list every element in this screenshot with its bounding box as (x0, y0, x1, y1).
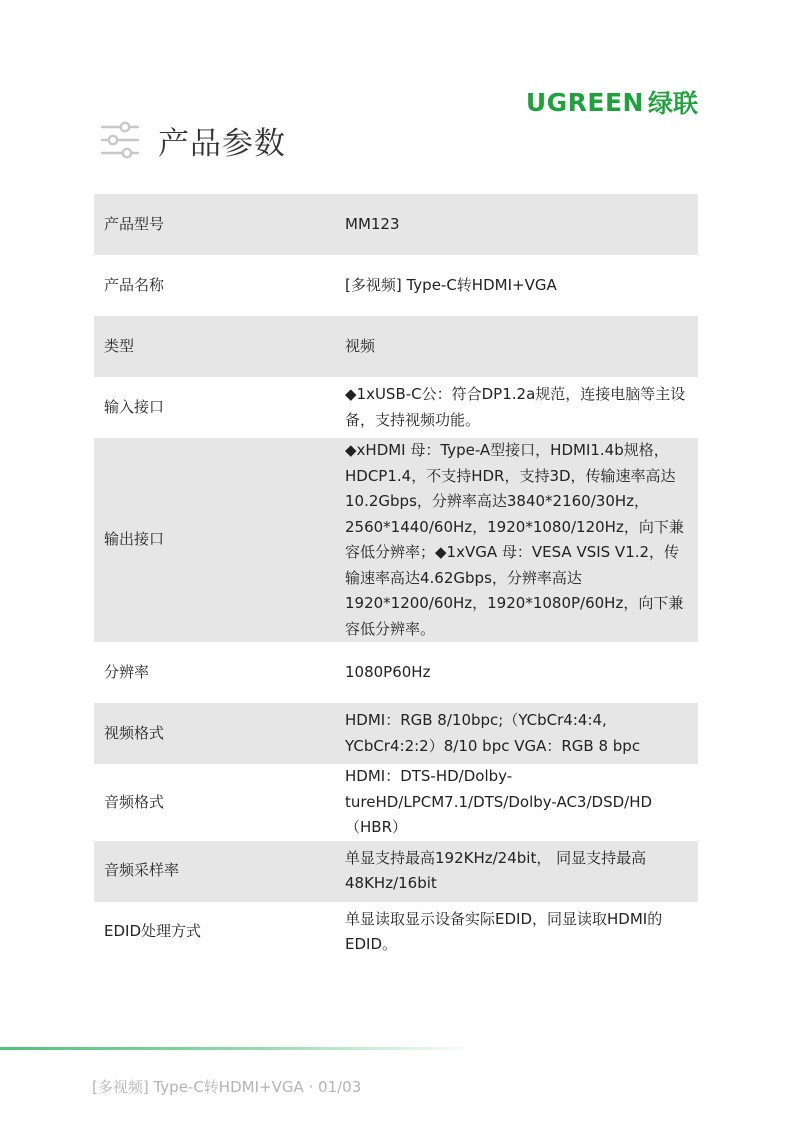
spec-key: 输出接口 (94, 438, 335, 642)
spec-row (94, 764, 698, 841)
spec-value: 单显支持最高192KHz/24bit， 同显支持最高48KHz/16bit (335, 841, 698, 902)
logo-cjk: 绿联 (647, 89, 698, 118)
spec-key: 视频格式 (94, 703, 335, 764)
spec-row (94, 841, 698, 902)
spec-value: 视频 (335, 316, 698, 377)
spec-key: EDID处理方式 (104, 922, 202, 941)
spec-value: ◆1xUSB-C公：符合DP1.2a规范，连接电脑等主设备，支持视频功能。 (345, 385, 686, 429)
logo-latin: UGREEN (525, 87, 644, 117)
spec-key: 输入接口 (104, 397, 165, 416)
spec-row (94, 703, 698, 764)
spec-key: 产品名称 (104, 275, 165, 294)
spec-key: 音频采样率 (94, 841, 335, 902)
page-title: 产品参数 (158, 126, 286, 162)
spec-row (94, 902, 698, 963)
ugreen-logo (526, 84, 698, 120)
spec-key: 分辨率 (104, 662, 150, 681)
spec-row (94, 377, 698, 438)
spec-row (94, 316, 698, 377)
page-footer: [多视频] Type-C转HDMI+VGA · 01/03 (92, 1078, 362, 1096)
spec-value: HDMI：DTS-HD/Dolby-tureHD/LPCM7.1/DTS/Dolby-AC3/DSD/HD（HBR） (345, 767, 653, 836)
spec-value: [多视频] Type-C转HDMI+VGA (345, 275, 557, 294)
footer-divider (0, 1047, 480, 1050)
section-header (100, 118, 286, 163)
spec-row (94, 642, 698, 703)
spec-table (94, 194, 698, 963)
spec-value: 单显读取显示设备实际EDID，同显读取HDMI的EDID。 (345, 909, 663, 953)
spec-key: 音频格式 (104, 792, 165, 811)
spec-key: 类型 (94, 316, 335, 377)
spec-row (94, 194, 698, 255)
spec-key: 产品型号 (94, 194, 335, 255)
spec-value: ◆xHDMI 母：Type-A型接口，HDMI1.4b规格，HDCP1.4，不支持HDR，支持3D，传输速率高达10.2Gbps，分辨率高达3840*2160/30Hz，2560*1440/60Hz，1920*1080/120Hz，向下兼容低分辨率；◆1xVGA 母：VESA VSIS V1.2，传输速率高达4.62Gbps，分辨率高达1920*1200/60Hz，1920*1080P/60Hz，向下兼容低分辨率。 (335, 438, 698, 642)
sliders-icon (100, 121, 140, 161)
spec-value: 1080P60Hz (345, 662, 431, 681)
spec-row (94, 438, 698, 642)
spec-value: HDMI：RGB 8/10bpc;（YCbCr4:4:4, YCbCr4:2:2）8/10 bpc VGA：RGB 8 bpc (335, 703, 698, 764)
spec-value: MM123 (335, 194, 698, 255)
spec-row (94, 255, 698, 316)
